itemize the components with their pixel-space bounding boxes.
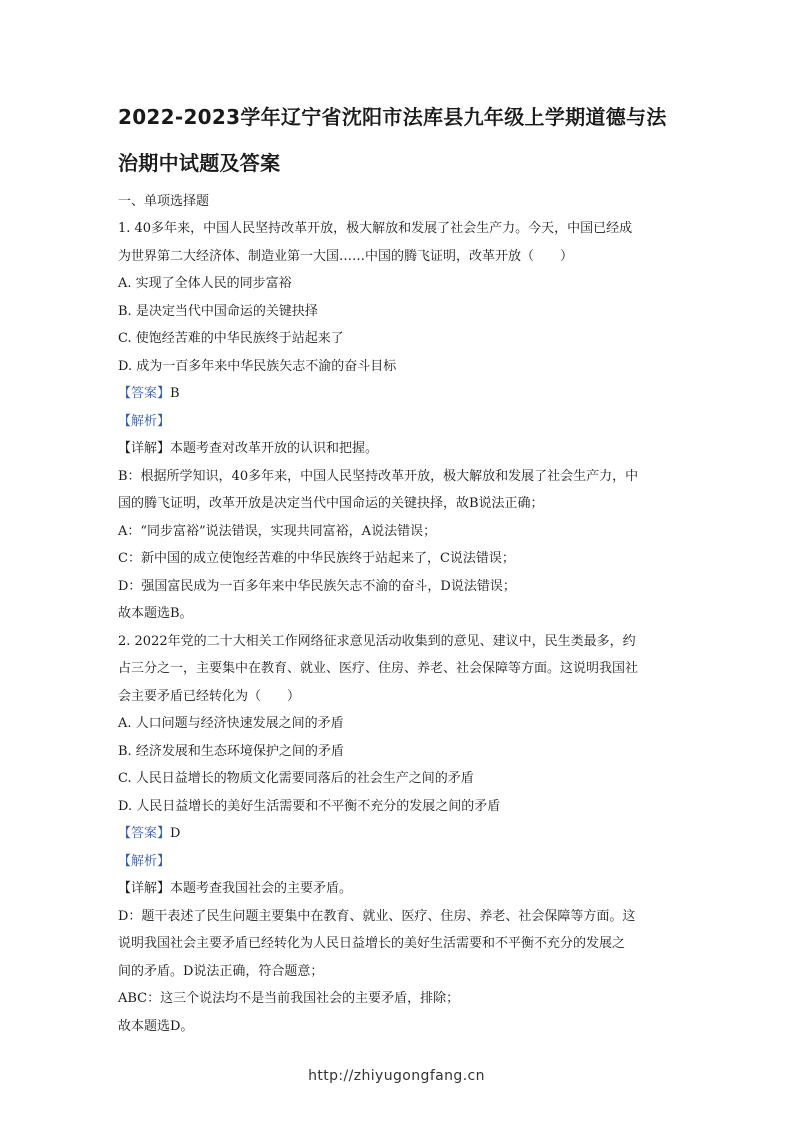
- q2-stem-line-2: 占三分之一，主要集中在教育、就业、医疗、住房、养老、社会保障等方面。这说明我国社: [118, 661, 639, 676]
- title-line-2: 治期中试题及答案: [118, 151, 281, 175]
- question-1: [118, 215, 678, 628]
- answer-value: D: [170, 826, 181, 841]
- answer-tag: 【答案】: [118, 826, 171, 841]
- document-page: [118, 94, 678, 1040]
- answer-value: B: [170, 386, 180, 401]
- q2-option-d: D. 人民日益增长的美好生活需要和不平衡不充分的发展之间的矛盾: [118, 798, 501, 814]
- q1-explain-b-line-2: 国的腾飞证明，改革开放是决定当代中国命运的关键抉择，故B说法正确；: [118, 496, 544, 511]
- section-heading: 一、单项选择题: [118, 194, 210, 209]
- q1-option-b: B. 是决定当代中国命运的关键抉择: [118, 303, 318, 319]
- q1-explain-c: C：新中国的成立使饱经苦难的中华民族终于站起来了，C说法错误；: [118, 551, 515, 566]
- q2-analysis: [118, 848, 678, 876]
- question-2: [118, 628, 678, 1041]
- q2-option-c: C. 人民日益增长的物质文化需要同落后的社会生产之间的矛盾: [118, 771, 474, 786]
- q1-conclusion: 故本题选B。: [118, 606, 193, 621]
- q1-option-d: D. 成为一百多年来中华民族矢志不渝的奋斗目标: [118, 358, 397, 374]
- title-line-1: 2022-2023学年辽宁省沈阳市法库县九年级上学期道德与法: [118, 105, 667, 129]
- document-title: [118, 94, 678, 186]
- q1-detail: [118, 435, 678, 463]
- q2-option-b: B. 经济发展和生态环境保护之间的矛盾: [118, 743, 344, 759]
- detail-tag: 【详解】: [118, 881, 171, 896]
- q2-explain-d-line-2: 说明我国社会主要矛盾已经转化为人民日益增长的美好生活需要和不平衡不充分的发展之: [118, 936, 626, 951]
- q2-option-a: A. 人口问题与经济快速发展之间的矛盾: [118, 716, 344, 731]
- analysis-tag: 【解析】: [118, 853, 171, 869]
- q1-explain-a: A：“同步富裕”说法错误，实现共同富裕，A说法错误；: [118, 523, 437, 539]
- q2-detail: [118, 875, 678, 903]
- q1-stem-line-2: 为世界第二大经济体、制造业第一大国……中国的腾飞证明，改革开放（ ）: [118, 248, 574, 264]
- q2-explain-d-line-3: 间的矛盾。D说法正确，符合题意；: [118, 963, 324, 979]
- answer-tag: 【答案】: [118, 386, 171, 401]
- q2-stem-line-3: 会主要矛盾已经转化为（ ）: [118, 688, 301, 704]
- detail-tag: 【详解】: [118, 441, 171, 456]
- detail-text: 本题考查我国社会的主要矛盾。: [170, 881, 353, 896]
- q2-explain-d-line-1: D：题干表述了民生问题主要集中在教育、就业、医疗、住房、养老、社会保障等方面。这: [118, 908, 636, 924]
- q2-conclusion: 故本题选D。: [118, 1018, 194, 1034]
- analysis-tag: 【解析】: [118, 413, 171, 429]
- footer-url: http://zhiyugongfang.cn: [308, 1068, 485, 1084]
- q2-explain-abc: ABC：这三个说法均不是当前我国社会的主要矛盾，排除；: [118, 991, 460, 1006]
- q2-stem-line-1: 2. 2022年党的二十大相关工作网络征求意见活动收集到的意见、建议中，民生类最多，约: [118, 633, 636, 649]
- q1-explain-d: D：强国富民成为一百多年来中华民族矢志不渝的奋斗，D说法错误；: [118, 578, 516, 594]
- q1-analysis: [118, 408, 678, 436]
- detail-text: 本题考查对改革开放的认识和把握。: [170, 441, 379, 456]
- q1-explain-b-line-1: B：根据所学知识，40多年来，中国人民坚持改革开放，极大解放和发展了社会生产力，中: [118, 468, 639, 484]
- q2-answer: [118, 820, 678, 848]
- q1-stem-line-1: 1. 40多年来，中国人民坚持改革开放，极大解放和发展了社会生产力。今天，中国已经成: [118, 221, 633, 236]
- q1-option-a: A. 实现了全体人民的同步富裕: [118, 276, 292, 291]
- q1-option-c: C. 使饱经苦难的中华民族终于站起来了: [118, 331, 344, 346]
- q1-answer: [118, 380, 678, 408]
